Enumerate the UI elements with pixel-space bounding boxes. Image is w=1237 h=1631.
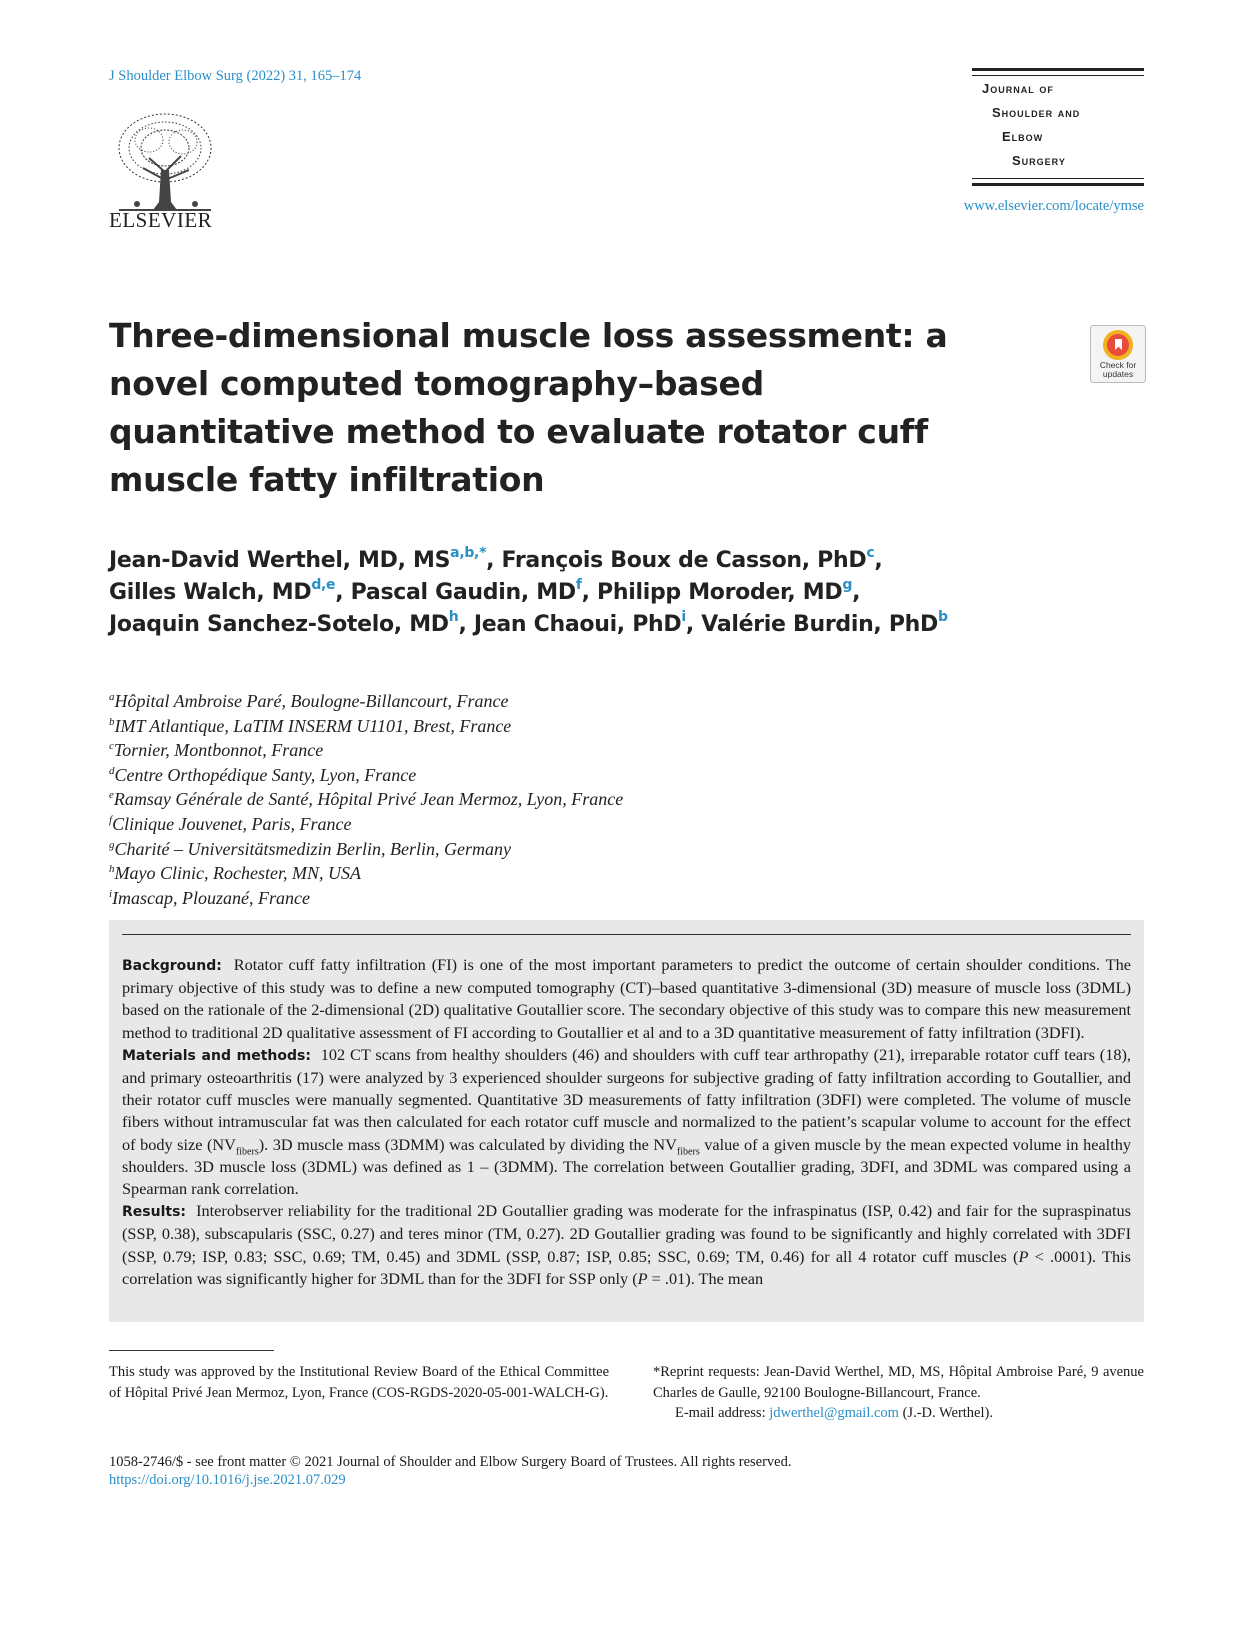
affiliation-item: [109, 763, 623, 788]
affiliation-key: d: [109, 764, 115, 777]
abstract-results-text: < .0001). This correlation was significantly higher for 3DML than for the 3DFI for SSP only (: [122, 1246, 1131, 1288]
journal-logo-line: Shoulder and: [992, 105, 1081, 120]
affiliation-key: e: [109, 789, 114, 802]
journal-logo-line: Surgery: [1012, 153, 1066, 168]
journal-logo: [972, 68, 1144, 186]
author-affiliation-marker[interactable]: b: [938, 609, 948, 625]
journal-logo-line: Journal of: [982, 81, 1054, 96]
author-list: Jean-David Werthel, MD, $MS^{a,b,*}$, François Boux de Casson, PhD$^c$, Gilles Walch, MD$^{d,e}$, Pascal Gaudin, $MD^f$, Philipp Moroder, $MD^g$, Joaquin Sanchez-Sotelo, $MD^h$, Jean Chaoui, PhD$^i$, Valérie Burdin, PhD$^b$: [109, 545, 948, 637]
abstract-text: [122, 954, 1131, 1290]
check-updates-label: updates: [1102, 369, 1134, 379]
article-title: Three-dimensional muscle loss assessment: a novel computed tomography–based quantitative method to evaluate rotator cuff muscle fatty infiltration: [109, 316, 948, 499]
email-suffix: (J.-D. Werthel).: [902, 1405, 993, 1421]
p-value-symbol: P: [637, 1268, 648, 1288]
affiliation-key: b: [109, 715, 115, 728]
affiliation-text: Clinique Jouvenet, Paris, France: [112, 813, 352, 834]
author-name: Jean-David Werthel, MD, MS: [109, 548, 451, 573]
affiliation-item: [109, 861, 623, 886]
author-affiliation-marker[interactable]: i: [681, 609, 686, 625]
journal-citation: J Shoulder Elbow Surg (2022) 31, 165–174: [109, 68, 362, 84]
copyright-notice: 1058-2746/$ - see front matter © 2021 Journal of Shoulder and Elbow Surgery Board of Trustees. All rights reserved.: [109, 1454, 792, 1470]
abstract-results-text: Interobserver reliability for the traditional 2D Goutallier grading was moderate for the infraspinatus (ISP, 0.42) and fair for the supraspinatus (SSP, 0.38), subscapularis (SSC, 0.27) and teres minor (TM, 0.27). 2D Goutallier grading was found to be significantly and highly correlated with 3DFI (SSP, 0.79; ISP, 0.83; SSC, 0.69; TM, 0.45) and 3DML (SSP, 0.87; ISP, 0.85; SSC, 0.69; TM, 0.46) for all 4 rotator cuff muscles (: [122, 1201, 1131, 1266]
reprint-request-text: *Reprint requests: Jean-David Werthel, MD, MS, Hôpital Ambroise Paré, 9 avenue Charles de Gaulle, 92100 Boulogne-Billancourt, France.: [653, 1364, 1144, 1401]
affiliation-text: IMT Atlantique, LaTIM INSERM U1101, Brest, France: [114, 715, 512, 736]
journal-logo-line: Elbow: [1002, 129, 1044, 144]
author-affiliation-marker[interactable]: h: [448, 609, 459, 625]
affiliation-item: [109, 837, 623, 862]
abstract-background-heading: Background:: [122, 958, 222, 974]
affiliation-item: [109, 812, 623, 837]
footnote-divider: [109, 1350, 274, 1351]
affiliation-list: [109, 689, 623, 910]
affiliation-text: Imascap, Plouzané, France: [112, 887, 311, 908]
affiliation-text: Mayo Clinic, Rochester, MN, USA: [114, 863, 361, 884]
affiliation-text: Hôpital Ambroise Paré, Boulogne-Billancourt, France: [114, 691, 509, 711]
affiliation-key: f: [109, 813, 113, 826]
abstract-results-text: = .01). The mean: [647, 1268, 764, 1288]
affiliation-key: h: [109, 863, 115, 876]
author-affiliation-marker[interactable]: f: [575, 577, 582, 593]
abstract-box: [109, 920, 1144, 1322]
doi-link[interactable]: https://doi.org/10.1016/j.jse.2021.07.029: [109, 1472, 346, 1488]
author-affiliation-marker[interactable]: c: [866, 545, 875, 561]
author-affiliation-marker[interactable]: a,b,*: [450, 545, 487, 561]
abstract-results-heading: Results:: [122, 1204, 186, 1221]
email-link[interactable]: jdwerthel@gmail.com: [769, 1405, 899, 1421]
affiliation-text: Charité – Universitätsmedizin Berlin, Berlin, Germany: [114, 838, 511, 859]
subscript-text: fibers: [235, 1145, 259, 1157]
check-updates-label: Check for: [1099, 360, 1137, 370]
author-affiliation-marker[interactable]: d,e: [311, 577, 336, 593]
email-line: [653, 1403, 1144, 1424]
affiliation-key: i: [109, 887, 113, 900]
author-name: Joaquin Sanchez-Sotelo, MD: [109, 612, 449, 637]
abstract-background-text: Rotator cuff fatty infiltration (FI) is one of the most important parameters to predict the outcome of certain shoulder conditions. The primary objective of this study was to define a new computed tomography (CT)–based quantitative 3-dimensional (3D) measure of muscle loss (3DML) based on the rationale of the 2-dimensional (2D) qualitative Goutallier score. The secondary objective of this study was to compare this new measurement method to traditional 2D qualitative assessment of FI according to Goutallier et al and to a 3D quantitative measurement of fatty infiltration (3DFI).: [122, 955, 1131, 1042]
affiliation-item: [109, 886, 623, 911]
affiliation-item: [109, 714, 623, 739]
affiliation-key: c: [109, 740, 114, 753]
abstract-methods-heading: Materials and methods:: [122, 1047, 311, 1064]
author-name: Valérie Burdin, PhD: [701, 612, 938, 637]
author-name: Gilles Walch, MD: [109, 580, 312, 605]
p-value-symbol: P: [1018, 1246, 1029, 1266]
reprint-footnote: [653, 1362, 1144, 1424]
journal-url-link[interactable]: www.elsevier.com/locate/ymse: [963, 198, 1144, 214]
abstract-methods-text: value of a given muscle by the mean expected volume in healthy shoulders. 3D muscle loss (3DML) was defined as 1 – (3DMM). The correlation between Goutallier grading, 3DFI, and 3DML was compared using a Spearman rank correlation.: [122, 1134, 1131, 1199]
author-name: Philipp Moroder, MD: [597, 580, 843, 605]
email-label: E-mail address:: [675, 1405, 766, 1421]
author-name: Pascal Gaudin, MD: [350, 580, 576, 605]
affiliation-item: [109, 689, 623, 714]
abstract-methods-text: ). 3D muscle mass (3DMM) was calculated by dividing the NV: [258, 1134, 677, 1154]
affiliation-item: [109, 738, 623, 763]
abstract-methods-text: 102 CT scans from healthy shoulders (46) and shoulders with cuff tear arthropathy (21), irreparable rotator cuff tears (18), and primary osteoarthritis (17) were analyzed by 3 experienced shoulder surgeons for subjective grading of fatty infiltration according to Goutallier, and their rotator cuff muscles were manually segmented. Quantitative 3D measurements of fatty infiltration (3DFI) were completed. The volume of muscle fibers without intramuscular fat was then calculated for each rotator cuff muscle and normalized to the patient’s scapular volume to account for the effect of body size (NV: [122, 1044, 1131, 1154]
affiliation-text: Ramsay Générale de Santé, Hôpital Privé Jean Mermoz, Lyon, France: [113, 789, 624, 810]
subscript-text: fibers: [676, 1145, 700, 1157]
affiliation-key: a: [109, 691, 115, 703]
author-name: François Boux de Casson, PhD: [501, 548, 867, 573]
affiliation-text: Centre Orthopédique Santy, Lyon, France: [114, 764, 417, 785]
irb-footnote: This study was approved by the Institutional Review Board of the Ethical Committee of Hôpital Privé Jean Mermoz, Lyon, France (COS-RGDS-2020-05-001-WALCH-G).: [109, 1364, 609, 1401]
affiliation-key: g: [109, 838, 115, 851]
bookmark-icon: [1103, 330, 1133, 360]
check-for-updates-badge[interactable]: [1090, 325, 1146, 383]
affiliation-item: [109, 787, 623, 812]
author-name: Jean Chaoui, PhD: [473, 612, 682, 637]
affiliation-text: Tornier, Montbonnot, France: [113, 740, 324, 761]
author-affiliation-marker[interactable]: g: [842, 577, 853, 593]
publisher-name: ELSEVIER: [109, 208, 213, 232]
